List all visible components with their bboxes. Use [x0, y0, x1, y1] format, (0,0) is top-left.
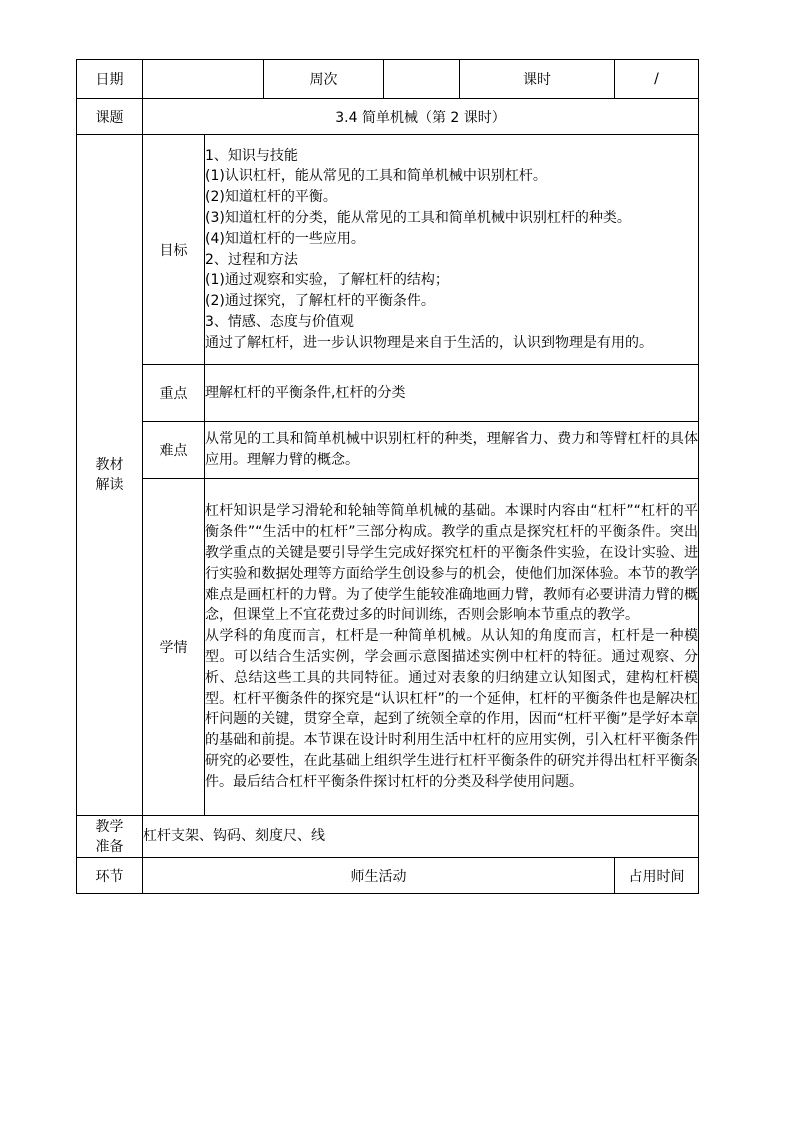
topic-row: [77, 99, 699, 135]
week-label: 周次: [264, 60, 384, 99]
key-point-label: 重点: [143, 365, 205, 422]
situation-content: [205, 479, 699, 816]
situation-row: [77, 479, 699, 816]
prep-label-line2: 准备: [95, 838, 124, 855]
goals-line: 通过了解杠杆，进一步认识物理是来自于生活的，认识到物理是有用的。: [205, 334, 653, 351]
situation-label: 学情: [143, 479, 205, 816]
situation-paragraph: 从学科的角度而言，杠杆是一种简单机械。从认知的角度而言，杠杆是一种模型。可以结合生活实例，学会画示意图描述实例中杠杆的特征。通过观察、分析、总结这些工具的共同特征。通过对表象的归纳建立认知图式，建构杠杆模型。杠杆平衡条件的探究是“认识杠杆”的一个延伸，杠杆的平衡条件也是解决杠杆问题的关键，贯穿全章，起到了统领全章的作用，因而“杠杆平衡”是学好本章的基础和前提。本节课在设计时利用生活中杠杆的应用实例，引入杠杆平衡条件研究的必要性，在此基础上组织学生进行杠杆平衡条件的研究并得出杠杆平衡条件。最后结合杠杆平衡条件探讨杠杆的分类及科学使用问题。: [205, 628, 698, 790]
goals-line: 2、过程和方法: [205, 251, 298, 268]
goals-label: 目标: [143, 135, 205, 365]
difficulty-row: [77, 422, 699, 479]
prep-label: [77, 816, 143, 858]
goals-line: (4)知道杠杆的一些应用。: [205, 230, 365, 247]
footer-row: [77, 858, 699, 894]
key-point-row: [77, 365, 699, 422]
key-point-text: 理解杠杆的平衡条件,杠杆的分类: [205, 365, 699, 422]
goals-line: (1)认识杠杆，能从常见的工具和简单机械中识别杠杆。: [205, 168, 547, 185]
goals-line: 1、知识与技能: [205, 147, 298, 164]
topic-label: 课题: [77, 99, 143, 135]
date-value: [143, 60, 264, 99]
time-label: 占用时间: [615, 858, 699, 894]
lesson-plan-table: [76, 59, 699, 894]
textbook-label-line2: 解读: [95, 477, 124, 493]
goals-line: (2)通过探究，了解杠杆的平衡条件。: [205, 293, 435, 310]
goals-content: [205, 135, 699, 365]
prep-text: 杠杆支架、钩码、刻度尺、线: [143, 816, 699, 858]
textbook-label-line1: 教材: [95, 457, 124, 473]
goals-line: 3、情感、态度与价值观: [205, 313, 354, 330]
prep-label-line1: 教学: [95, 818, 124, 835]
textbook-section-label: [77, 135, 143, 816]
situation-paragraph: 杠杆知识是学习滑轮和轮轴等简单机械的基础。本课时内容由“杠杆”“杠杆的平衡条件”“生活中的杠杆”三部分构成。教学的重点是探究杠杆的平衡条件。突出教学重点的关键是要引导学生完成好探究杠杆的平衡条件实验，在设计实验、进行实验和数据处理等方面给学生创设参与的机会，使他们加深体验。本节的教学难点是画杠杆的力臂。为了使学生能较准确地画力臂，教师有必要讲清力臂的概念，但课堂上不宜花费过多的时间训练，否则会影响本节重点的教学。: [205, 503, 698, 624]
activity-label: 师生活动: [143, 858, 615, 894]
goals-line: (2)知道杠杆的平衡。: [205, 189, 337, 206]
topic-value: 3.4 简单机械（第 2 课时）: [143, 99, 699, 135]
prep-row: [77, 816, 699, 858]
difficulty-label: 难点: [143, 422, 205, 479]
period-label: 课时: [460, 60, 615, 99]
date-label: 日期: [77, 60, 143, 99]
difficulty-text: 从常见的工具和简单机械中识别杠杆的种类，理解省力、费力和等臂杠杆的具体应用。理解力臂的概念。: [205, 422, 699, 479]
stage-label: 环节: [77, 858, 143, 894]
goals-line: (3)知道杠杆的分类，能从常见的工具和简单机械中识别杠杆的种类。: [205, 209, 631, 226]
goals-row: [77, 135, 699, 365]
header-row: [77, 60, 699, 99]
period-value: /: [615, 60, 699, 99]
week-value: [384, 60, 460, 99]
goals-line: (1)通过观察和实验，了解杠杆的结构；: [205, 272, 449, 289]
